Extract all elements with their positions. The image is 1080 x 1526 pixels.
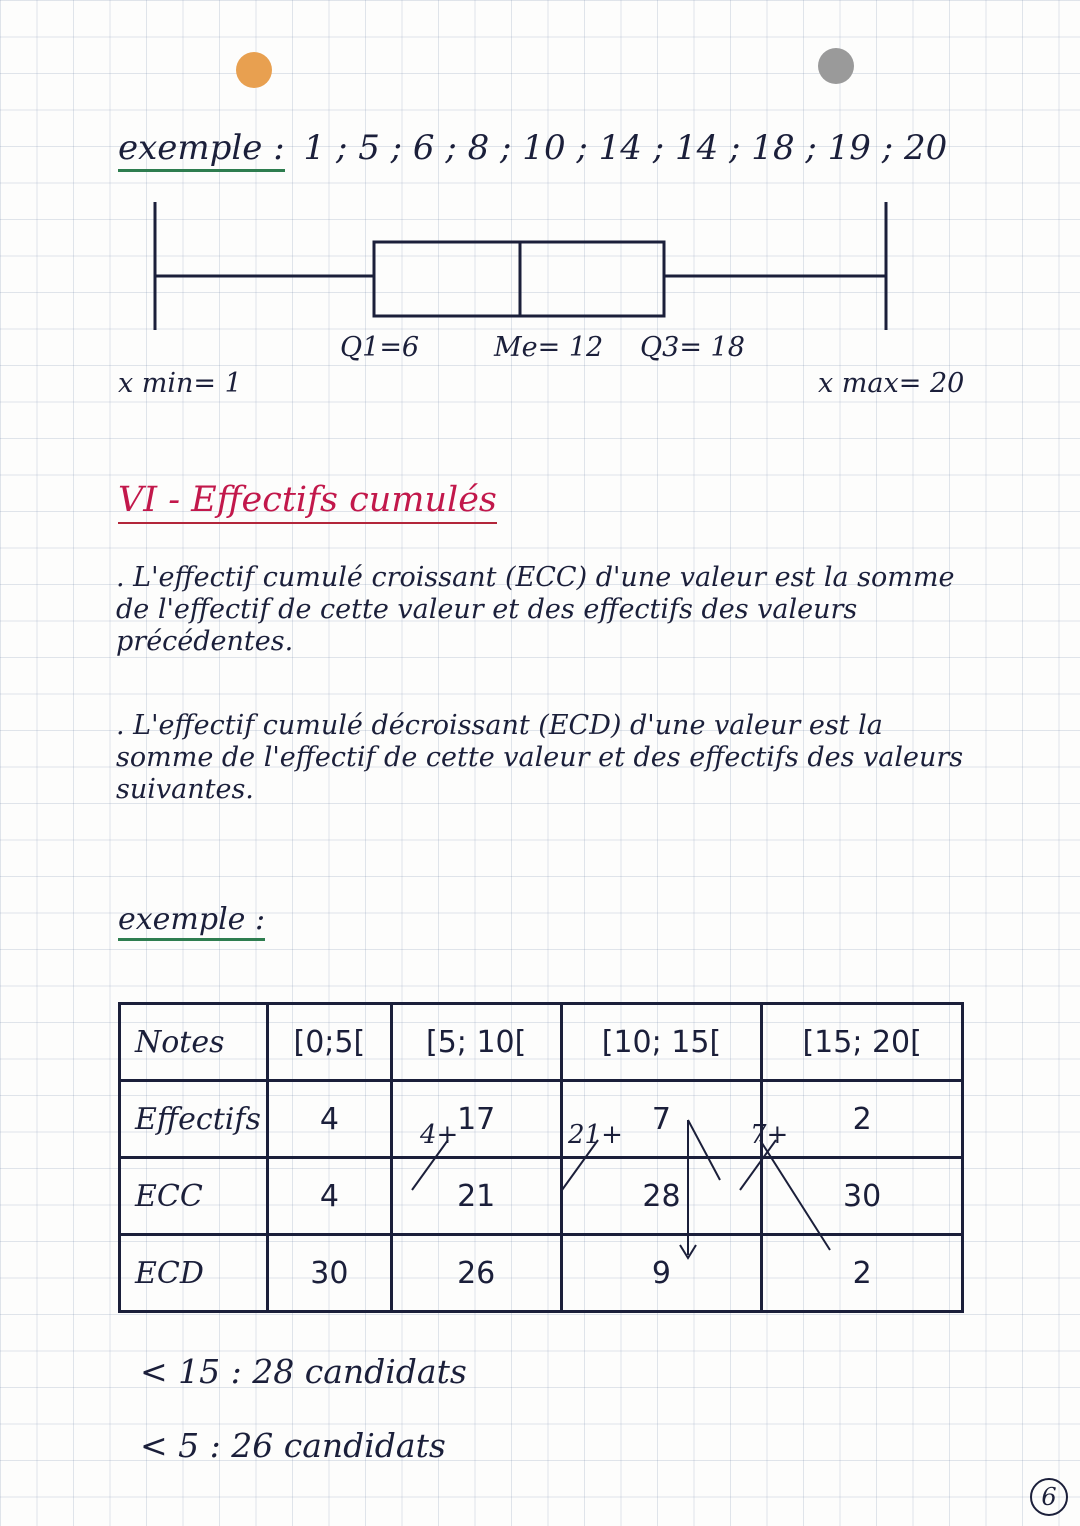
conclusion-1: < 15 : 28 candidats [140,1352,467,1391]
ecc-cell: 30 [762,1158,963,1235]
xmax-label: x max= 20 [818,368,965,399]
ecc-cell: 4 [268,1158,392,1235]
annotation-7plus: 7+ [750,1120,789,1150]
annotation-21plus: 21+ [568,1120,623,1150]
effectif-cell: 7 [561,1081,762,1158]
section-title: VI - Effectifs cumulés [118,480,497,524]
ecd-cell: 2 [762,1235,963,1312]
ecd-cell: 9 [561,1235,762,1312]
q3-label: Q3= 18 [640,332,745,363]
row-label-ecc: ECC [120,1158,268,1235]
median-label: Me= 12 [494,332,604,363]
interval-cell: [10; 15[ [561,1004,762,1081]
ecc-cell: 21 [391,1158,561,1235]
box-plot [0,190,1080,330]
q1-label: Q1=6 [340,332,420,363]
row-label-notes: Notes [120,1004,268,1081]
effectif-cell: 17 [391,1081,561,1158]
ecd-definition: . L'effectif cumulé décroissant (ECD) d'une valeur est la somme de l'effectif de cette valeur et des effectifs des valeurs suivantes. [116,710,964,805]
ecc-definition: . L'effectif cumulé croissant (ECC) d'une valeur est la somme de l'effectif de cette valeur et des effectifs des valeurs précédentes. [116,562,955,657]
interval-cell: [15; 20[ [762,1004,963,1081]
xmin-label: x min= 1 [118,368,242,399]
ecd-arrow-down [680,1120,696,1258]
example-label: exemple : [118,128,285,172]
binder-hole-right [818,48,854,84]
table-example-label: exemple : [118,902,265,941]
binder-hole-left [236,52,272,88]
interval-cell: [0;5[ [268,1004,392,1081]
effectif-cell: 2 [762,1081,963,1158]
table-annotations [0,1000,1080,1300]
interval-cell: [5; 10[ [391,1004,561,1081]
effectif-cell: 4 [268,1081,392,1158]
ecd-cell: 30 [268,1235,392,1312]
example-line [118,128,947,168]
ecd-cell: 26 [391,1235,561,1312]
annotation-4plus: 4+ [420,1120,459,1150]
conclusion-2: < 5 : 26 candidats [140,1426,446,1465]
row-label-effectifs: Effectifs [120,1081,268,1158]
page-number: 6 [1030,1478,1068,1516]
row-label-ecd: ECD [120,1235,268,1312]
example-series: 1 ; 5 ; 6 ; 8 ; 10 ; 14 ; 14 ; 18 ; 19 ; 20 [303,128,948,168]
ecc-cell: 28 [561,1158,762,1235]
